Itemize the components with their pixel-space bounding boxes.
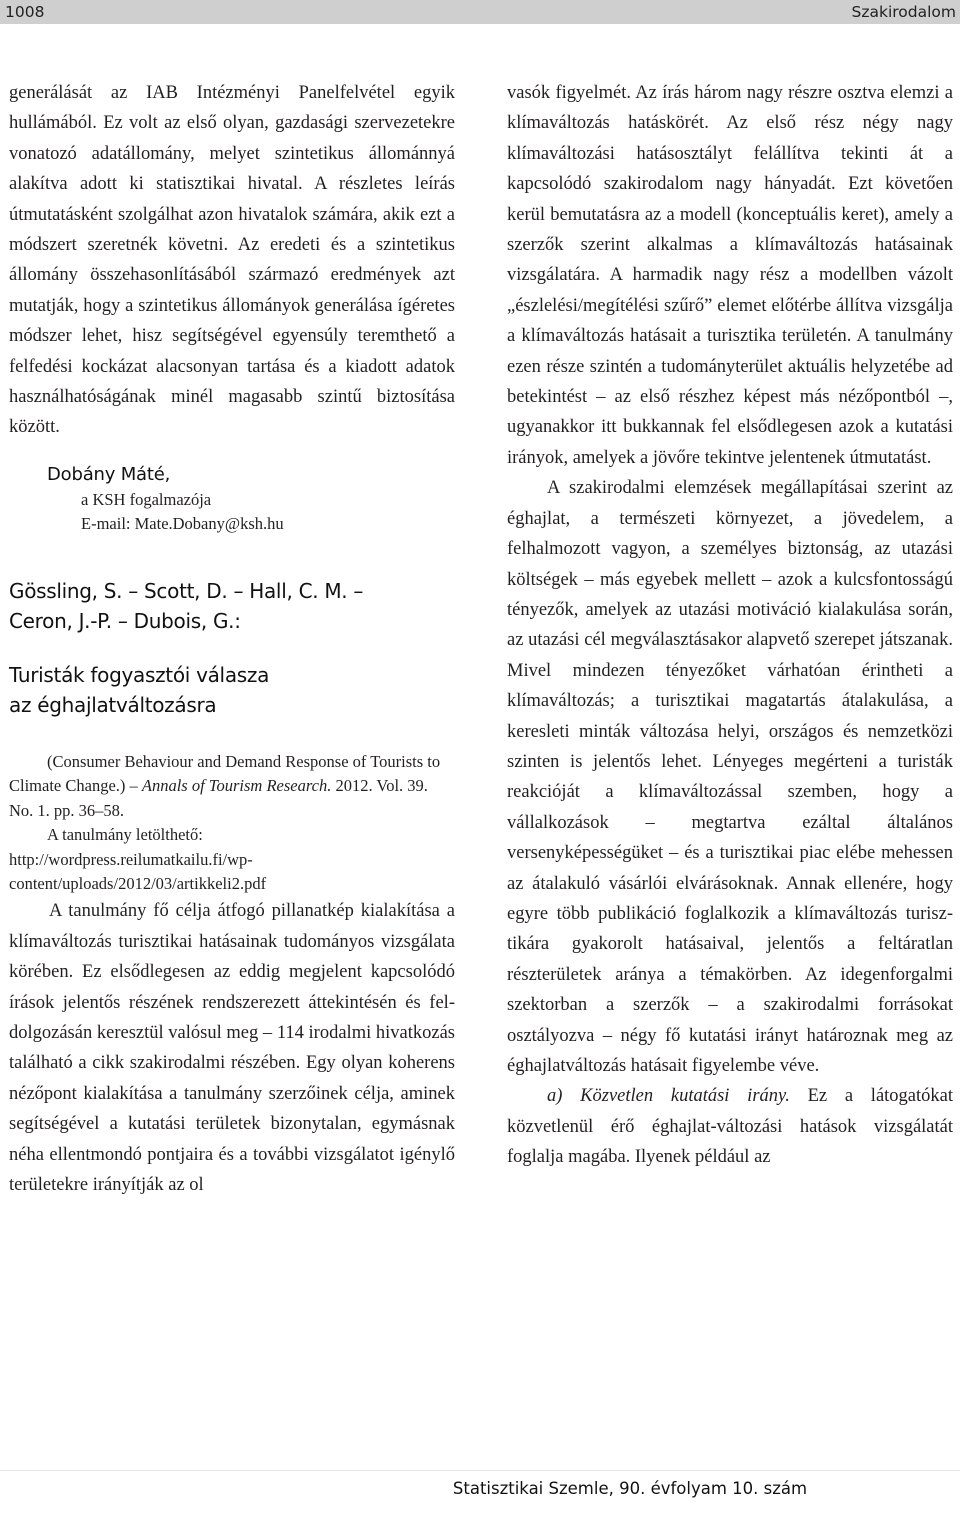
biblio-original-title: (Consumer Behaviour and Demand Response of Tourists to Climate Change.) – bbox=[9, 751, 441, 796]
right-column bbox=[507, 78, 953, 1173]
journal-issue: Statisztikai Szemle, 90. évfolyam 10. szám bbox=[452, 1479, 808, 1498]
book-authors-line: Ceron, J.-P. – Dubois, G.: bbox=[9, 608, 241, 633]
download-url-part[interactable]: http://wordpress.reilumatkailu.fi/wp- bbox=[9, 849, 253, 869]
research-direction-label: a) Közvetlen kutatási irány. bbox=[547, 1086, 790, 1107]
download-label: A tanulmány letölthető: bbox=[47, 825, 203, 845]
biblio-journal: Annals of Tourism Research. bbox=[141, 776, 332, 796]
book-authors-line: Gössling, S. – Scott, D. – Hall, C. M. – bbox=[9, 578, 364, 603]
right-paragraph-3 bbox=[507, 1081, 953, 1172]
review-paragraph: A tanulmány fő célja átfogó pillanatkép kialakítása a klímaváltozás turisztikai hatásainak tudományos vizsgálata körében. Ez elsődlegesen az eddig megjelent kapcsolódó írások jelentős részének rendszerezett áttekintésén és feldolgozásán keresztül valósul meg – 114 irodalmi hivatkozás található a cikk szakirodalmi részében. Egy olyan koherens nézőpont kialakítása a tanulmány szerzőinek célja, aminek segítségével a kutatási területek bizonytalan, egymásnak néha ellentmondó pontjaira és a további vizsgálatot igénylő területekre irányítják az ol bbox=[9, 901, 455, 1195]
footer-divider bbox=[0, 1470, 960, 1471]
page-number: 1008 bbox=[5, 3, 45, 21]
right-paragraph-2: A szakirodalmi elemzések megállapításai szerint az éghajlat, a természeti környezet, a jövedelem, a felhalmozott vagyon, a személyes biztonság, az utazási költségek – más egyebek mellett – azok a kulcsfontosságú tényezők, amelyek az utazási motiváció kialakulása során, az utazási cél megválasztásakor alapvető szerepet játszanak. Mivel mindezen tényezőket várhatóan érintheti a klímaváltozás; a turisztikai magatartás átalakulása, a keresleti minták változása helyi, országos és nemzetközi szinten is jelentős lehet. Lényeges megérteni a turisták reakcióját a klímaváltozással szemben, hogy a vállalkozások – megtartva ezáltal általános versenyképességüket – és a turisztikai piac elébe mehessen az átalakuló vásárlói elvárásoknak. Annak ellenére, hogy egyre több publikáció foglalkozik a klímaváltozás turisztikára gyakorolt hatásaival, jelentős a feltáratlan részterületek aránya a témakörben. Az idegenforgalmi szektorban a szerzők – a szakirodalmi forrásokat osztályozva – négy fő kutatási irányt határoznak meg az éghajlatváltozás hatásait figyelembe véve. bbox=[507, 478, 953, 1076]
left-column bbox=[9, 78, 455, 1200]
book-title-line: az éghajlatváltozásra bbox=[9, 692, 217, 717]
page-header bbox=[0, 0, 960, 24]
intro-paragraph: generálását az IAB Intézményi Panelfelvétel egyik hullámából. Ez volt az első olyan, gazdasági szervezetekre vonatozó adatállomány, melyet szintetikus állománnyá alakítva adott ki statisztikai hivatal. A részletes leírás útmutatásként szolgálhat azon hivatalok számára, akik ezt a módszert szeretnék követni. Az eredeti és a szintetikus állomány összehasonlításából származó eredmények azt mutatják, hogy a szintetikus állományok generálása ígéretes módszer lehet, hisz segítségével egyensúly teremthető a felfedési kockázat alacsonyan tartása és a kiadott adatok használhatóságának minél magasabb szintű biztosítása között. bbox=[9, 83, 455, 438]
research-direction-text: Ez a látogatókat közvetlenül érő éghajlat-változási hatások vizsgálatát foglalja magába. Ilyenek például az bbox=[507, 1086, 953, 1168]
reviewer-name: Dobány Máté, bbox=[47, 463, 171, 485]
book-title bbox=[9, 660, 455, 720]
book-title-line: Turisták fogyasztói válasza bbox=[9, 662, 270, 687]
reviewer-signature bbox=[9, 461, 455, 536]
bibliographic-reference bbox=[9, 750, 455, 896]
right-paragraph-1: vasók figyelmét. Az írás három nagy részre osztva elemzi a klímaváltozás hatáskörét. Az első rész négy nagy klímaváltozási hatásosztályt felállítva tekinti át a kapcsolódó szakirodalom nagy hányadát. Ezt követően kerül bemutatásra az a modell (konceptuális keret), amely a szerzők szerint alkalmas a klímaváltozás hatásainak vizsgálatára. A harmadik nagy rész a modellben vázolt „észlelési/megítélési szűrő” elemet előtérbe állítva vizsgálja a klímaváltozás hatásait a turisztika területén. A tanulmány ezen része szintén a tudományterület aktuális helyzetébe ad betekintést – az első részhez képest más nézőpontból –, ugyanakkor itt bukkannak fel elsődlegesen azok a kutatási irányok, amelyek a jövőre tekintve jelentenek útmutatást. bbox=[507, 83, 953, 468]
download-url-part[interactable]: content/uploads/2012/03/artikkeli2.pdf bbox=[9, 873, 267, 893]
download-url[interactable] bbox=[9, 848, 455, 897]
section-title: Szakirodalom bbox=[851, 3, 956, 21]
page-footer bbox=[0, 1479, 960, 1498]
biblio-details: 2012. Vol. 39. No. 1. pp. 36–58. bbox=[9, 776, 428, 820]
reviewer-email: E-mail: Mate.Dobany@ksh.hu bbox=[81, 513, 284, 533]
reviewer-position: a KSH fogalmazója bbox=[81, 489, 212, 509]
book-authors bbox=[9, 576, 455, 636]
